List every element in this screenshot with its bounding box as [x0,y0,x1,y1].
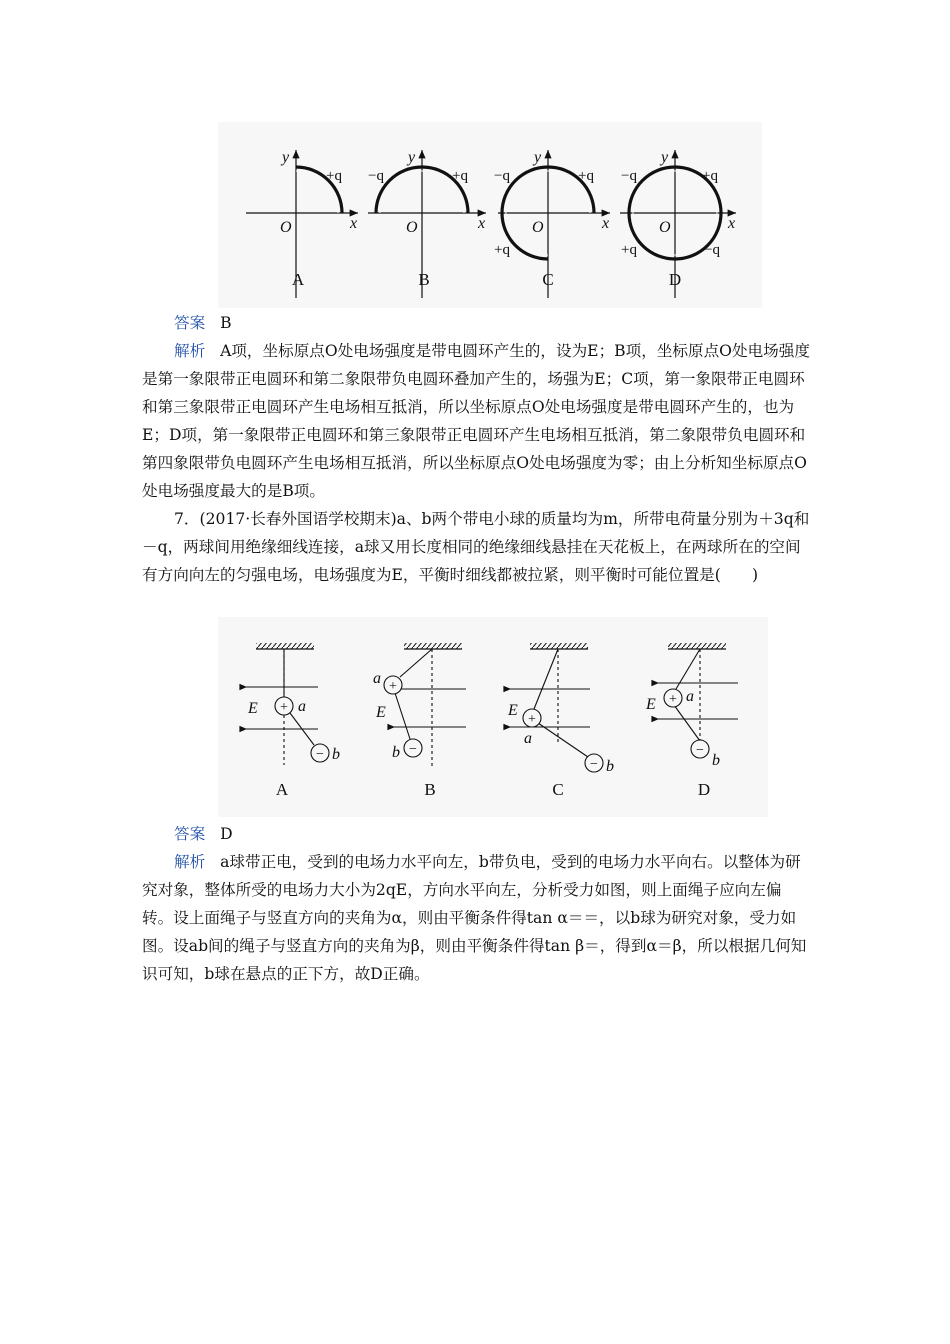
analysis-label: 解析 [174,342,206,360]
ball-b-label-c: b [606,758,614,775]
charge-c-plus-3: +q [494,242,510,258]
panel-label-a: A [291,270,305,289]
charge-c-minus: −q [494,168,510,184]
figure-charged-rings [218,122,762,308]
panel-label-c: C [552,780,564,799]
charge-d-minus-4: −q [704,242,720,258]
svg-text:−: − [316,747,324,762]
axis-x-a: x [350,215,358,232]
axis-x-c: x [602,215,610,232]
answer-label: 答案 [174,825,206,843]
charge-d-plus-1: +q [702,168,718,184]
field-label-d: E [646,696,656,713]
q6-analysis [142,337,810,505]
q6-answer [142,309,810,337]
panel-label-c: C [542,270,554,289]
ball-b-label-d: b [712,752,720,769]
ball-b-label-b: b [392,744,400,761]
q7-answer [142,820,810,848]
origin-a: O [280,219,292,236]
origin-c: O [532,219,544,236]
ball-a-label-c: a [524,730,532,747]
axis-y-b: y [408,149,416,166]
axis-x-d: x [728,215,736,232]
axis-y-c: y [534,149,542,166]
field-label-b: E [376,704,386,721]
panel-label-b: B [418,270,430,289]
panel-label-a: A [275,780,289,799]
svg-text:−: − [409,742,417,757]
charge-b-minus: −q [368,168,384,184]
charge-d-plus-3: +q [621,242,637,258]
q7-stem-text: 7．(2017·长春外国语学校期末)a、b两个带电小球的质量均为m，所带电荷量分别为＋3q和－q，两球间用绝缘细线连接，a球又用长度相同的绝缘细线悬挂在天花板上，在两球所在的空间有方向向左的匀强电场，电场强度为E，平衡时细线都被拉紧，则平衡时可能位置是( ) [142,510,810,584]
charge-c-plus-1: +q [578,168,594,184]
ball-a-label-b: a [373,670,381,687]
axis-x-b: x [478,215,486,232]
figure-hanging-balls [218,617,768,817]
ball-a-label-a: a [298,698,306,715]
charge-d-minus-2: −q [621,168,637,184]
answer-value: B [220,314,232,332]
svg-text:+: + [669,692,677,707]
origin-d: O [659,219,671,236]
analysis-label: 解析 [174,853,206,871]
panel-label-d: D [668,270,682,289]
svg-text:−: − [590,757,598,772]
svg-text:+: + [389,679,397,694]
q7-stem [142,505,810,589]
panel-label-b: B [424,780,436,799]
panel-label-d: D [697,780,711,799]
axis-y-a: y [282,149,290,166]
answer-label: 答案 [174,314,206,332]
charge-a-plus: +q [326,168,342,184]
field-label-c: E [508,702,518,719]
analysis-text: a球带正电，受到的电场力水平向左，b带负电，受到的电场力水平向右。以整体为研究对象，整体所受的电场力大小为2qE，方向水平向左，分析受力如图，则上面绳子应向左偏转。设上面绳子与竖直方向的夹角为α，则由平衡条件得tan α＝＝，以b球为研究对象，受力如图。设ab间的绳子与竖直方向的夹角为β，则由平衡条件得tan β＝，得到α＝β，所以根据几何知识可知，b球在悬点的正下方，故D正确。 [142,853,807,983]
svg-text:−: − [696,743,704,758]
ball-a-label-d: a [686,688,694,705]
origin-b: O [406,219,418,236]
axis-y-d: y [661,149,669,166]
field-label-a: E [248,700,258,717]
svg-text:+: + [280,700,288,715]
q7-analysis [142,848,810,988]
ball-b-label-a: b [332,746,340,763]
svg-text:+: + [528,712,536,727]
analysis-text: A项，坐标原点O处电场强度是带电圆环产生的，设为E；B项，坐标原点O处电场强度是第一象限带正电圆环和第二象限带负电圆环叠加产生的，场强为E；C项，第一象限带正电圆环和第三象限带正电圆环产生电场相互抵消，所以坐标原点O处电场强度是带电圆环产生的，也为E；D项，第一象限带正电圆环和第三象限带正电圆环产生电场相互抵消，第二象限带负电圆环和第四象限带负电圆环产生电场相互抵消，所以坐标原点O处电场强度为零；由上分析知坐标原点O处电场强度最大的是B项。 [142,342,810,500]
answer-value: D [220,825,233,843]
charge-b-plus: +q [452,168,468,184]
